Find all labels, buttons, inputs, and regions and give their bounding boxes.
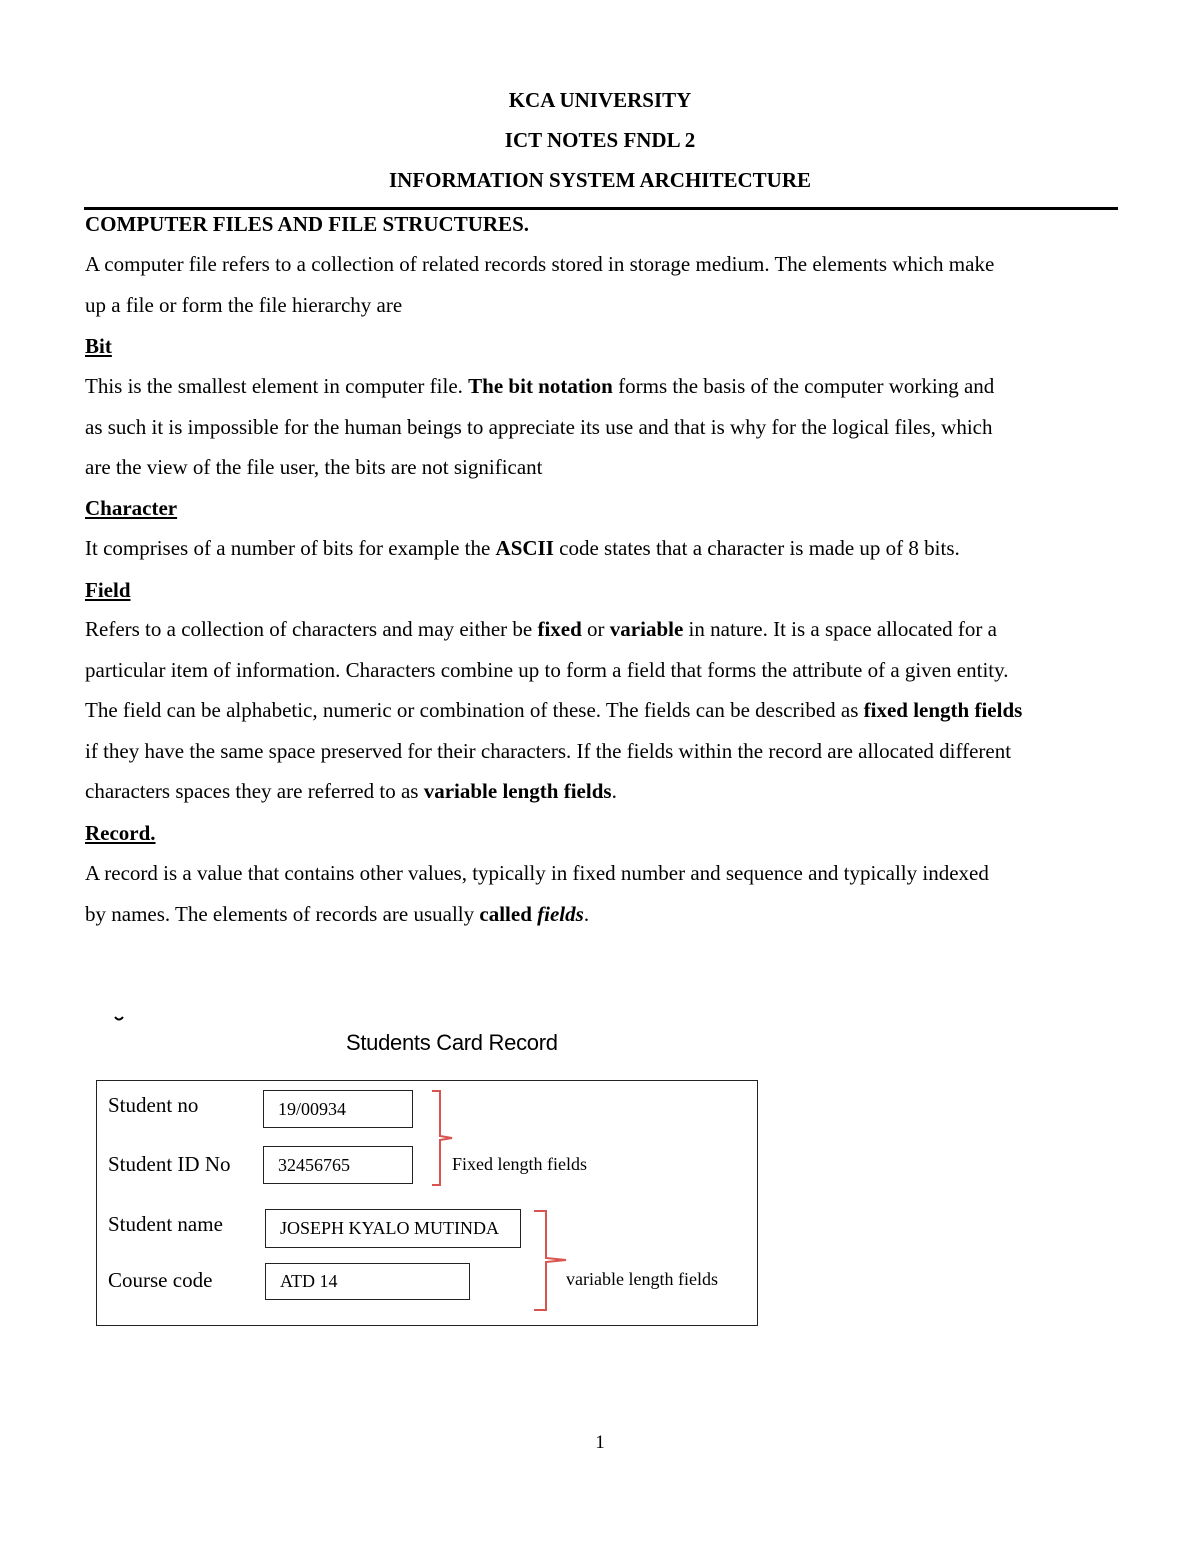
bit-line-3: are the view of the file user, the bits are not significant [85, 455, 543, 480]
intro-line-1: A computer file refers to a collection of related records stored in storage medium. The elements which make [85, 252, 995, 276]
student-no-label: Student no [108, 1093, 199, 1117]
bit-line-2: as such it is impossible for the human beings to appreciate its use and that is why for the logical files, which [85, 414, 993, 439]
intro-line-2: up a file or form the file hierarchy are [85, 292, 403, 317]
field-line-2: particular item of information. Characters combine up to form a field that forms the attribute of a given entity. [85, 657, 1009, 682]
student-name-box: JOSEPH KYALO MUTINDA [265, 1209, 521, 1248]
card-title: Students Card Record [346, 1030, 558, 1055]
record-line-2: by names. The elements of records are usually called fields. [85, 901, 590, 926]
student-name-label: Student name [108, 1212, 223, 1236]
field-line-3: The field can be alphabetic, numeric or combination of these. The fields can be described as fixed length fields [85, 698, 1023, 723]
character-line-1: It comprises of a number of bits for example the ASCII code states that a character is made up of 8 bits. [85, 536, 960, 560]
page-number: 1 [595, 1432, 605, 1453]
field-line-1: Refers to a collection of characters and may either be fixed or variable in nature. It is a space allocated for a [85, 617, 997, 641]
intro-paragraph [85, 244, 1115, 325]
course-code-box: ATD 14 [265, 1263, 470, 1300]
character-heading: Character [85, 496, 178, 520]
record-line-1: A record is a value that contains other values, typically in fixed number and sequence and typically indexed [85, 861, 989, 885]
course-code-label: Course code [108, 1268, 213, 1292]
field-heading: Field [85, 578, 131, 602]
course-title: ICT NOTES FNDL 2 [504, 128, 696, 152]
section-title: COMPUTER FILES AND FILE STRUCTURES. [85, 212, 529, 236]
header-rule [84, 207, 1118, 210]
bit-paragraph [85, 366, 1115, 488]
student-no-box: 19/00934 [263, 1090, 413, 1128]
field-line-5: characters spaces they are referred to as variable length fields. [85, 779, 617, 804]
student-id-label: Student ID No [108, 1152, 231, 1176]
student-id-box: 32456765 [263, 1146, 413, 1184]
record-heading: Record. [85, 821, 156, 845]
field-paragraph [85, 609, 1115, 812]
record-paragraph [85, 853, 1115, 934]
bit-heading: Bit [85, 334, 112, 358]
bit-line-1: This is the smallest element in computer file. The bit notation forms the basis of the computer working and [85, 374, 995, 398]
field-line-4: if they have the same space preserved for their characters. If the fields within the record are allocated different [85, 738, 1012, 763]
variable-brace-icon [532, 1208, 572, 1314]
variable-length-note: variable length fields [566, 1269, 718, 1289]
document-title: KCA UNIVERSITY [508, 88, 692, 112]
fixed-length-note: Fixed length fields [452, 1154, 587, 1174]
stray-mark-icon [114, 1016, 124, 1022]
topic-title: INFORMATION SYSTEM ARCHITECTURE [389, 168, 811, 192]
character-paragraph [85, 528, 1115, 569]
